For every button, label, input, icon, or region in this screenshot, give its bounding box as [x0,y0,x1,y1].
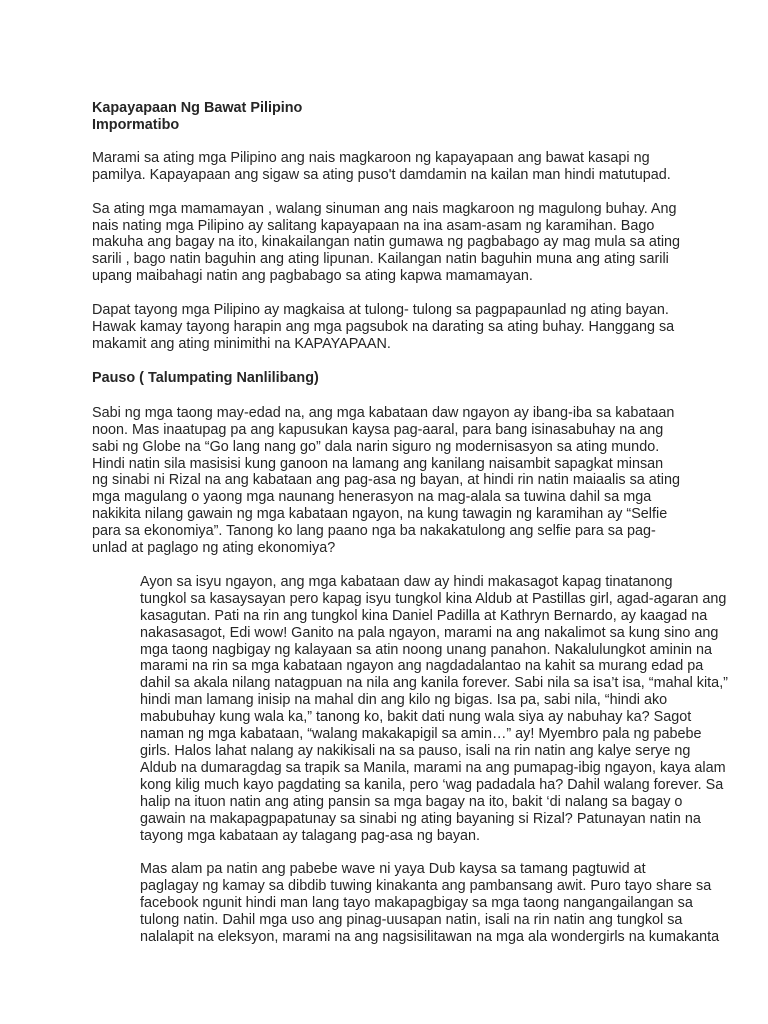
text-line: Hindi natin sila masisisi kung ganoon na lamang ang kanilang naisambit sapagkat minsan [92,455,664,472]
text-line: tungkol sa kasaysayan pero kapag isyu tungkol kina Aldub at Pastillas girl, agad-agaran ang [140,590,727,607]
paragraph [92,302,712,353]
text-line: nakasasagot, Edi wow! Ganito na pala ngayon, marami na ang nakalimot sa kung sino ang [140,624,719,641]
text-line: Ayon sa isyu ngayon, ang mga kabataan daw ay hindi makasagot kapag tinatanong [140,573,673,590]
document-subtitle: Impormatibo [92,116,180,133]
text-line: noon. Mas inaatupag pa ang kapusukan kaysa pag-aaral, para bang isinasabuhay na ang [92,421,664,438]
text-line: girls. Halos lahat nalang ay nakikisali na sa pauso, isali na rin natin ang kalye serye ng [140,743,691,759]
text-line: makamit ang ating minimithi na KAPAYAPAAN. [92,335,391,352]
text-line: Dapat tayong mga Pilipino ay magkaisa at tulong- tulong sa pagpapaunlad ng ating bayan. [92,302,669,319]
text-line: unlad at paglago ng ating ekonomiya? [92,540,336,557]
text-line: facebook ngunit hindi man lang tayo makapagbigay sa mga taong nangangailangan sa [140,895,693,912]
text-line: kong kilig much kayo pagdating sa kanila, pero ‘wag padadala ha? Dahil walang forever. Sa [140,776,724,793]
text-line: ng sinabi ni Rizal na ang kabataan ang pag-asa ng bayan, at hindi rin natin maiaalis sa ating [92,472,681,489]
text-line: marami na rin sa mga kabataan ngayon ang nagdadalantao na kahit sa murang edad pa [140,658,704,675]
text-line: pamilya. Kapayapaan ang sigaw sa ating puso't damdamin na kailan man hindi matutupad. [92,166,671,183]
text-line: nakikita nilang gawain ng mga kabataan ngayon, na kung tawagin ng karamihan ay “Selfie [92,506,668,523]
text-line: tayong mga kabataan ay talagang pag-asa ng bayan. [140,827,481,844]
text-line: gawain na makapagpapatunay sa sinabi ng ating bayaning si Rizal? Patunayan natin na [140,810,701,827]
document-content [92,100,728,963]
text-line: Aldub na dumaragdag sa trapik sa Manila, marami na ang pumapag-ibig ngayon, kaya alam [140,759,726,776]
text-line: halip na ituon natin ang ating pansin sa mga bagay na ito, bakit ‘di nalang sa bagay o [140,793,683,810]
paragraph [92,861,720,946]
text-line: Sa ating mga mamamayan , walang sinuman ang nais magkaroon ng magulong buhay. Ang [92,200,677,217]
text-line: Hawak kamay tayong harapin ang mga pagsubok na darating sa ating buhay. Hanggang sa [92,319,675,336]
document-title: Kapayapaan Ng Bawat Pilipino [92,100,303,116]
text-line: paglagay ng kamay sa dibdib tuwing kinakanta ang pambansang awit. Puro tayo share sa [140,878,712,895]
text-line: makuha ang bagay na ito, kinakailangan natin gumawa ng pagbabago ay mag mula sa ating [92,234,681,251]
text-line: nais nating mga Pilipino ay salitang kapayapaan na ina asam-asam ng karamihan. Bago [92,217,655,234]
text-line: tulong natin. Dahil mga uso ang pinag-uusapan natin, isali na rin natin ang tungkol sa [140,912,683,929]
paragraph [92,573,728,845]
text-line: nalalapit na eleksyon, marami na ang nagsisilitawan na mga ala wondergirls na kumakanta [140,929,720,946]
text-line: dahil sa akala nilang natagpuan na nila ang kanila forever. Sabi nila sa isa’t isa, “mahal kita,” [140,675,728,692]
text-line: hindi man lamang inisip na mahal din ang kilo ng bigas. Isa pa, sabi nila, “hindi ako [140,692,668,709]
text-line: Mas alam pa natin ang pabebe wave ni yaya Dub kaysa sa tamang pagtuwid at [140,861,646,878]
paragraph [92,405,712,557]
text-line: mabubuhay kung wala ka,” tanong ko, bakit dati nung wala siya ay nabuhay ka? Sagot [140,709,692,726]
text-line: upang maibahagi natin ang pagbabago sa ating kapwa mamamayan. [92,268,533,285]
text-line: Sabi ng mga taong may-edad na, ang mga kabataan daw ngayon ay ibang-iba sa kabataan [92,404,675,421]
section-heading: Pauso ( Talumpating Nanlilibang) [92,369,319,386]
text-line: sabi ng Globe na “Go lang nang go” dala narin siguro ng modernisasyon sa ating mundo. [92,438,660,455]
paragraph [92,150,712,184]
text-line: kasagutan. Pati na rin ang tungkol kina Daniel Padilla at Kathryn Bernardo, ay kaagad na [140,607,708,624]
text-line: mga magulang o yaong mga naunang henerasyon na mag-alala sa tuwina dahil sa mga [92,489,652,506]
text-line: Marami sa ating mga Pilipino ang nais magkaroon ng kapayapaan ang bawat kasapi ng [92,149,650,166]
text-line: mga taong nagbigay ng kalayaan sa atin noong unang panahon. Nakalulungkot aminin na [140,641,713,658]
text-line: para sa ekonomiya”. Tanong ko lang paano nga ba nakakatulong ang selfie para sa pag- [92,523,656,540]
text-line: sarili , bago natin baguhin ang ating lipunan. Kailangan natin baguhin muna ang ating sarili [92,251,669,268]
paragraph [92,201,712,286]
text-line: naman ng mga kabataan, “walang makakapigil sa amin…” ay! Myembro pala ng pabebe [140,726,702,743]
